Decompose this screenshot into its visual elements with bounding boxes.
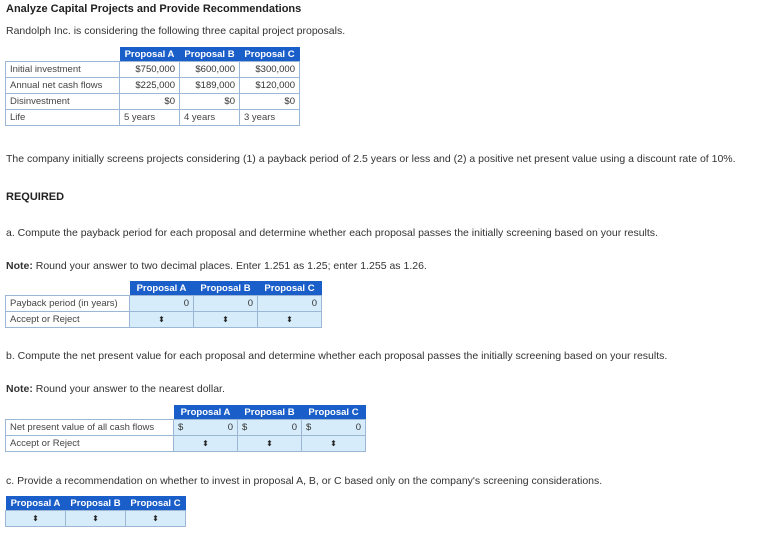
table-cell: $225,000 — [120, 78, 180, 94]
accept-reject-select-a[interactable] — [130, 312, 194, 328]
note-b — [6, 380, 776, 398]
select-arrows-icon: ⬍ — [266, 439, 273, 448]
table-cell: $300,000 — [240, 62, 300, 78]
table-cell: $750,000 — [120, 62, 180, 78]
header-proposal-c: Proposal C — [258, 281, 322, 296]
select-arrows-icon: ⬍ — [222, 315, 229, 324]
input-value: 0 — [291, 422, 297, 433]
header-proposal-a: Proposal A — [130, 281, 194, 296]
recommend-select-b[interactable] — [66, 511, 126, 527]
table-cell: 5 years — [120, 110, 180, 126]
select-arrows-icon: ⬍ — [92, 514, 99, 523]
npv-accept-reject-select-c[interactable] — [302, 436, 366, 452]
table-cell: $0 — [120, 94, 180, 110]
npv-input-c[interactable] — [302, 420, 366, 436]
note-label: Note: — [6, 383, 33, 395]
question-a: a. Compute the payback period for each proposal and determine whether each proposal passes the initially screening based on your results. — [6, 227, 658, 239]
proposals-table — [5, 47, 300, 126]
screening-text: The company initially screens projects considering (1) a payback period of 2.5 years or less and (2) a positive net present value using a discount rate of 10%. — [6, 153, 736, 165]
npv-accept-reject-select-a[interactable] — [174, 436, 238, 452]
question-c: c. Provide a recommendation on whether to invest in proposal A, B, or C based only on the company's screening considerations. — [6, 475, 603, 487]
row-label: Initial investment — [6, 62, 120, 78]
table-row — [6, 62, 300, 78]
table-cell: $600,000 — [180, 62, 240, 78]
table-cell: 3 years — [240, 110, 300, 126]
note-text: Round your answer to the nearest dollar. — [32, 383, 225, 395]
payback-input-a[interactable]: 0 — [130, 296, 194, 312]
header-proposal-c: Proposal C — [240, 47, 300, 62]
header-proposal-b: Proposal B — [194, 281, 258, 296]
note-label: Note: — [6, 260, 33, 272]
row-label: Life — [6, 110, 120, 126]
table-cell: $0 — [240, 94, 300, 110]
header-proposal-b: Proposal B — [238, 405, 302, 420]
table-row — [6, 78, 300, 94]
npv-accept-reject-select-b[interactable] — [238, 436, 302, 452]
row-label: Payback period (in years) — [6, 296, 130, 312]
table-row — [6, 420, 366, 436]
table-cell: $189,000 — [180, 78, 240, 94]
note-a — [6, 257, 776, 275]
payback-table — [5, 281, 322, 328]
row-label: Annual net cash flows — [6, 78, 120, 94]
select-arrows-icon: ⬍ — [286, 315, 293, 324]
required-heading: REQUIRED — [6, 191, 65, 203]
note-text: Round your answer to two decimal places. Enter 1.251 as 1.25; enter 1.255 as 1.26. — [32, 260, 427, 272]
table-row — [6, 511, 186, 527]
npv-input-a[interactable] — [174, 420, 238, 436]
payback-input-b[interactable]: 0 — [194, 296, 258, 312]
row-label: Accept or Reject — [6, 312, 130, 328]
header-proposal-b: Proposal B — [66, 496, 126, 511]
table-row — [6, 436, 366, 452]
input-value: 0 — [227, 422, 233, 433]
npv-table — [5, 405, 366, 452]
table-row — [6, 296, 322, 312]
payback-input-c[interactable]: 0 — [258, 296, 322, 312]
header-proposal-a: Proposal A — [6, 496, 66, 511]
header-proposal-b: Proposal B — [180, 47, 240, 62]
select-arrows-icon: ⬍ — [32, 514, 39, 523]
input-value: 0 — [355, 422, 361, 433]
recommend-select-c[interactable] — [126, 511, 186, 527]
table-cell: $0 — [180, 94, 240, 110]
question-b: b. Compute the net present value for each proposal and determine whether each proposal passes the initially screening based on your results. — [6, 350, 668, 362]
header-proposal-a: Proposal A — [120, 47, 180, 62]
select-arrows-icon: ⬍ — [330, 439, 337, 448]
currency-symbol: $ — [242, 422, 248, 433]
intro-text: Randolph Inc. is considering the following three capital project proposals. — [6, 25, 346, 37]
row-label: Net present value of all cash flows — [6, 420, 174, 436]
header-proposal-c: Proposal C — [126, 496, 186, 511]
table-cell: $120,000 — [240, 78, 300, 94]
header-proposal-a: Proposal A — [174, 405, 238, 420]
recommend-select-a[interactable] — [6, 511, 66, 527]
table-cell: 4 years — [180, 110, 240, 126]
currency-symbol: $ — [178, 422, 184, 433]
select-arrows-icon: ⬍ — [202, 439, 209, 448]
row-label: Disinvestment — [6, 94, 120, 110]
accept-reject-select-c[interactable] — [258, 312, 322, 328]
table-row — [6, 312, 322, 328]
select-arrows-icon: ⬍ — [152, 514, 159, 523]
select-arrows-icon: ⬍ — [158, 315, 165, 324]
page-title: Analyze Capital Projects and Provide Recommendations — [6, 3, 302, 15]
table-row — [6, 94, 300, 110]
recommendation-table — [5, 496, 186, 527]
accept-reject-select-b[interactable] — [194, 312, 258, 328]
currency-symbol: $ — [306, 422, 312, 433]
npv-input-b[interactable] — [238, 420, 302, 436]
row-label: Accept or Reject — [6, 436, 174, 452]
table-row — [6, 110, 300, 126]
header-proposal-c: Proposal C — [302, 405, 366, 420]
